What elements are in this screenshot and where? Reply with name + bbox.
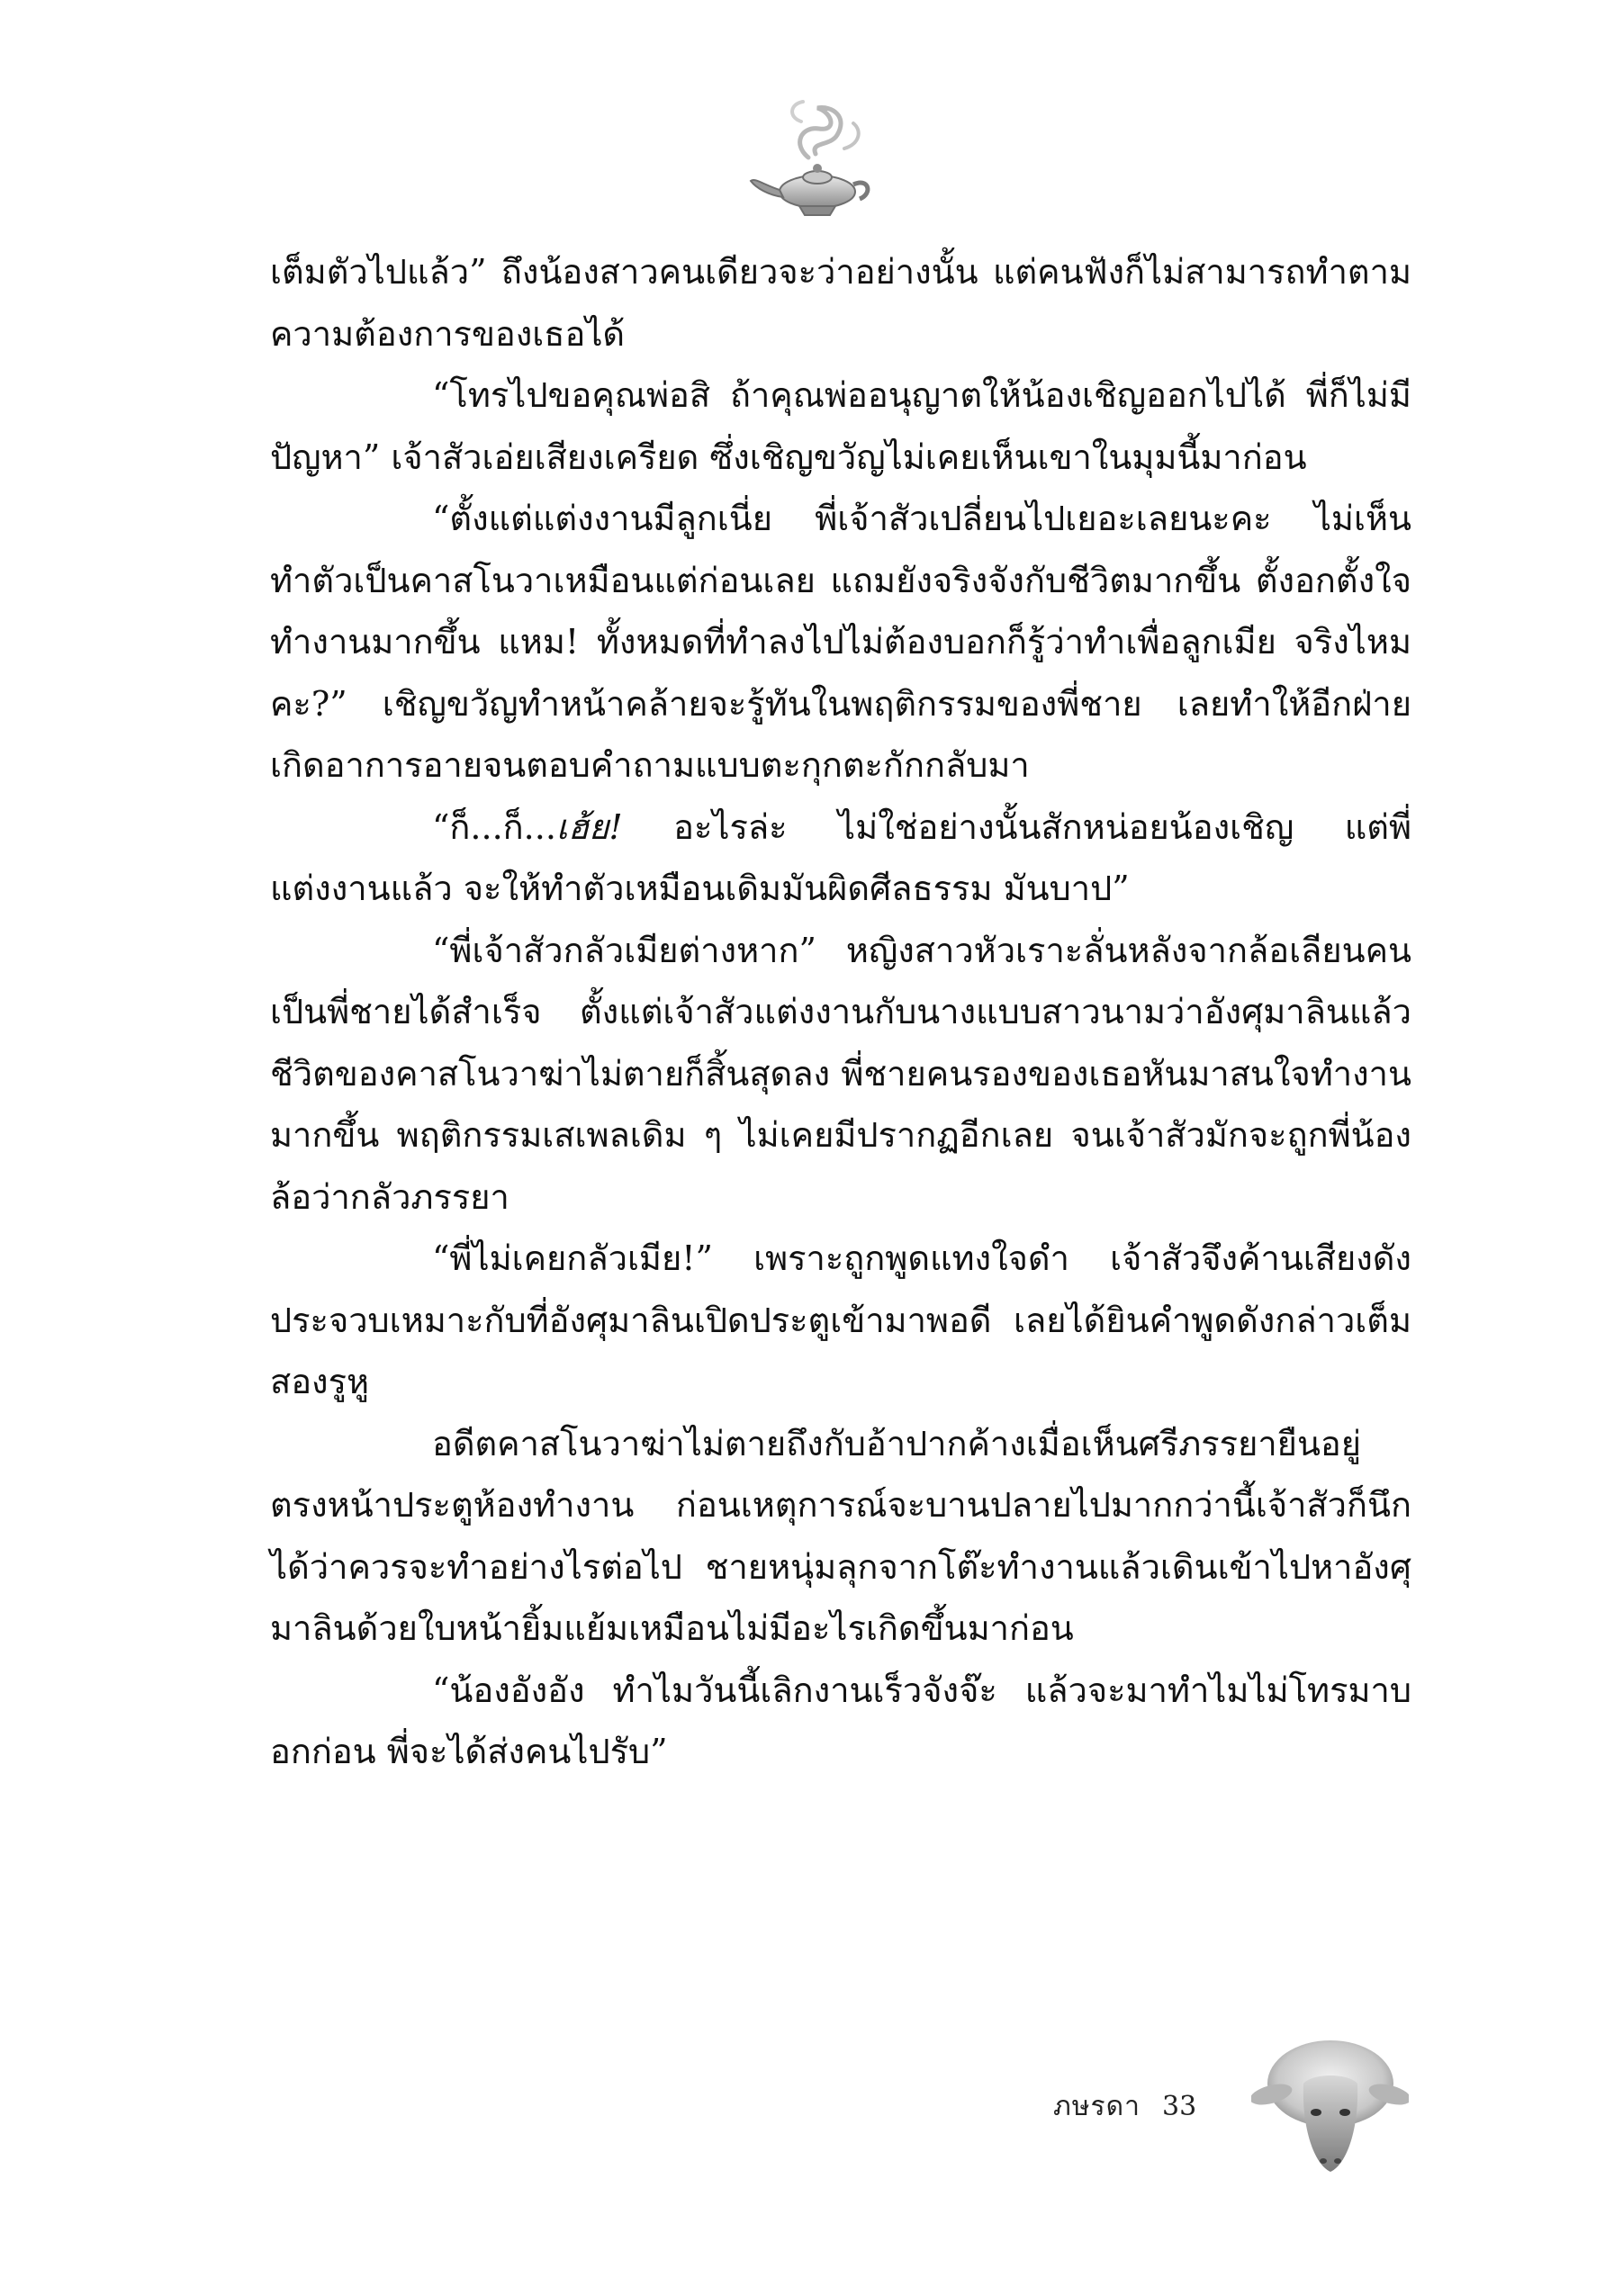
paragraph-text: “โทรไปขอคุณพ่อสิ ถ้าคุณพ่ออนุญาตให้น้องเชิญออกไปได้ พี่ก็ไม่มีปัญหา” เจ้าสัวเอ่ยเสียงเครียด ซึ่งเชิญขวัญไม่เคยเห็นเขาในมุมนี้มาก่อน [270,375,1411,477]
book-title: ภษรดา [1053,2090,1141,2122]
paragraph [270,1660,1411,1783]
paragraph-text: “น้องอังอัง ทำไมวันนี้เลิกงานเร็วจังจ๊ะ แล้วจะมาทำไมไม่โทรมาบอกก่อน พี่จะได้ส่งคนไปรับ” [270,1670,1411,1771]
italic-exclamation: เฮ้ย! [555,806,623,847]
paragraph-text: “พี่เจ้าสัวกลัวเมียต่างหาก” หญิงสาวหัวเราะลั่นหลังจากล้อเลียนคนเป็นพี่ชายได้สำเร็จ ตั้งแต่เจ้าสัวแต่งงานกับนางแบบสาวนามว่าอังศุมาลินแล้ว ชีวิตของคาสโนวาฆ่าไม่ตายก็สิ้นสุดลง พี่ชายคนรองของเธอหันมาสนใจทำงานมากขึ้น พฤติกรรมเสเพลเดิม ๆ ไม่เคยมีปรากฏอีกเลย จนเจ้าสัวมักจะถูกพี่น้องล้อว่ากลัวภรรยา [270,930,1411,1217]
paragraph-text: “ตั้งแต่แต่งงานมีลูกเนี่ย พี่เจ้าสัวเปลี่ยนไปเยอะเลยนะคะ ไม่เห็นทำตัวเป็นคาสโนวาเหมือนแต่ก่อนเลย แถมยังจริงจังกับชีวิตมากขึ้น ตั้งอกตั้งใจทำงานมากขึ้น แหม! ทั้งหมดที่ทำลงไปไม่ต้องบอกก็รู้ว่าทำเพื่อลูกเมีย จริงไหมคะ?” เชิญขวัญทำหน้าคล้ายจะรู้ทันในพฤติกรรมของพี่ชาย เลยทำให้อีกฝ่ายเกิดอาการอายจนตอบคำถามแบบตะกุกตะกักกลับมา [270,499,1411,785]
page-number: 33 [1162,2090,1197,2122]
paragraph [270,488,1411,797]
paragraph-text: “พี่ไม่เคยกลัวเมีย!” เพราะถูกพูดแทงใจดำ เจ้าสัวจึงค้านเสียงดัง ประจวบเหมาะกับที่อังศุมาลินเปิดประตูเข้ามาพอดี เลยได้ยินคำพูดดังกล่าวเต็มสองรูหู [270,1238,1411,1401]
paragraph [270,797,1411,920]
page-footer [1053,2079,1196,2133]
paragraph [270,241,1411,365]
paragraph [270,1228,1411,1413]
paragraph [270,1413,1411,1660]
paragraph-text: “ก็...ก็... [432,806,556,847]
sheep-icon [1251,2030,1409,2187]
paragraph-text: เต็มตัวไปแล้ว” ถึงน้องสาวคนเดียวจะว่าอย่างนั้น แต่คนฟังก็ไม่สามารถทำตามความต้องการของเธอได้ [270,252,1411,354]
genie-lamp-icon [747,95,882,230]
paragraph-text: อดีตคาสโนวาฆ่าไม่ตายถึงกับอ้าปากค้างเมื่อเห็นศรีภรรยายืนอยู่ตรงหน้าประตูห้องทำงาน ก่อนเหตุการณ์จะบานปลายไปมากกว่านี้เจ้าสัวก็นึกได้ว่าควรจะทำอย่างไรต่อไป ชายหนุ่มลุกจากโต๊ะทำงานแล้วเดินเข้าไปหาอังศุมาลินด้วยใบหน้ายิ้มแย้มเหมือนไม่มีอะไรเกิดขึ้นมาก่อน [270,1423,1411,1648]
paragraph [270,365,1411,488]
chapter-body-text [270,241,1411,1783]
paragraph-text: อะไรล่ะ ไม่ใช่อย่างนั้นสักหน่อยน้องเชิญ แต่พี่แต่งงานแล้ว จะให้ทำตัวเหมือนเดิมมันผิดศีลธรรม มันบาป” [270,806,1411,908]
paragraph [270,920,1411,1229]
